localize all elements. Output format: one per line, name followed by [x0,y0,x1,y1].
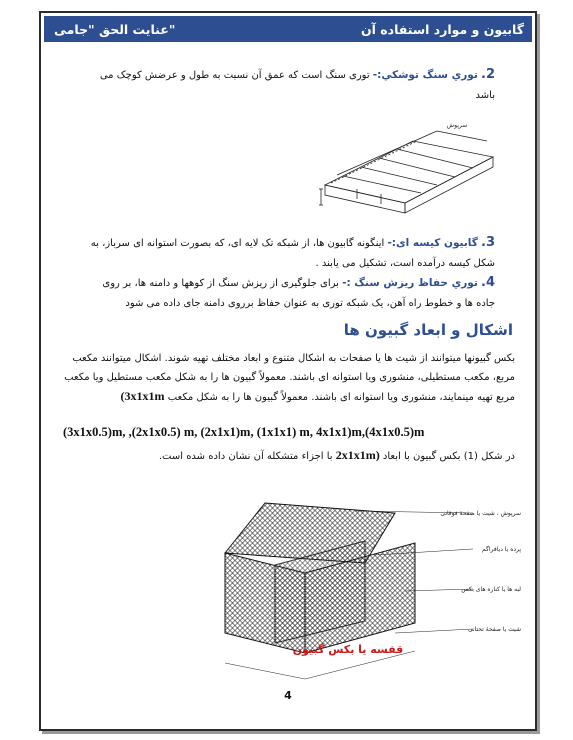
figure1-label: سرپوش [446,122,468,129]
dimensions-primary: (3x1x1m [120,389,165,403]
figure2-label-bottom: شیت یا صفحهٔ تحتانی [467,626,521,633]
page-number: 4 [284,689,292,702]
item-keyword: توري سنگ توشكي:- [372,69,478,81]
item-number: 4. [481,275,495,290]
list-item-3 [81,233,495,274]
gabion-box-figure [205,493,525,693]
item-text: اینگونه گابیون ها، از شبکه تک لایه ای، که بصورت استوانه ای سرباز، به شکل کیسه درآمده است، تشکیل می یابند . [90,238,495,269]
list-item-2 [81,65,495,106]
page-header [44,16,532,42]
item-keyword: گابیون کیسه ای:- [387,237,478,249]
figure-reference [61,445,515,467]
dimensions-list: (3x1x0.5)m, ,(2x1x0.5) m, (2x1x1)m, (1x1x1) m, 4x1x1)m,(4x1x0.5)m [63,425,425,439]
figure2-label-diaphragm: پرده یا دیافراگم [482,546,521,553]
figure2-label-lid: سرپوش ، شیت یا صفحهٔ فوقانی [440,510,521,517]
body-paragraph [61,349,515,407]
item-text: توری سنگ است که عمق آن نسبت به طول و عرضش کوچک می باشد [99,70,495,101]
figure2-label-edges: لبه ها یا کناره های بکس [461,586,521,593]
list-item-4 [81,273,495,314]
section-title: اشكال و ابعاد گبيون ها [343,321,513,339]
item-keyword: توري حفاظ ريزش سنگ :- [342,277,478,289]
figure-ref-after: با اجزاء متشکله آن نشان داده شده است. [158,451,336,462]
paragraph-text: بکس گبیونها میتوانند از شیت ها یا صفحات به اشکال متنوع و ابعاد مختلف تهیه شوند. اشکال میتوانند مکعب مربع، مکعب مستطیلی، منشوری ویا استوانه ای باشند. معمولاً گبیون ها را به شکل مکعب مستطیل ویا مکعب مربع تهیه مینمایند، منشوری ویا استوانه ای باشند. معمولاً گبیون ها را به شکل مکعب [64,353,515,403]
item-number: 2. [481,67,495,82]
figure-caption: قفسه يا بكس گبيون [292,643,404,656]
header-title: گابیون و موارد استفاده آن [360,22,524,37]
figure-ref-before: در شکل (1) بکس گبیون با ابعاد [379,451,515,462]
item-number: 3. [481,235,495,250]
document-page [39,11,537,731]
item-text: برای جلوگیری از ریزش سنگ از کوهها و دامنه ها، بر روی جاده ها و خطوط راه آهن، یک شبکه توری به عنوان حفاظ برروی دامنه جای داده می شود [102,278,495,309]
header-author: عنایت الحق "جامی" [54,22,176,37]
gabion-mattress-figure [317,113,497,231]
figure-ref-dims: (2x1x1m [335,448,380,462]
